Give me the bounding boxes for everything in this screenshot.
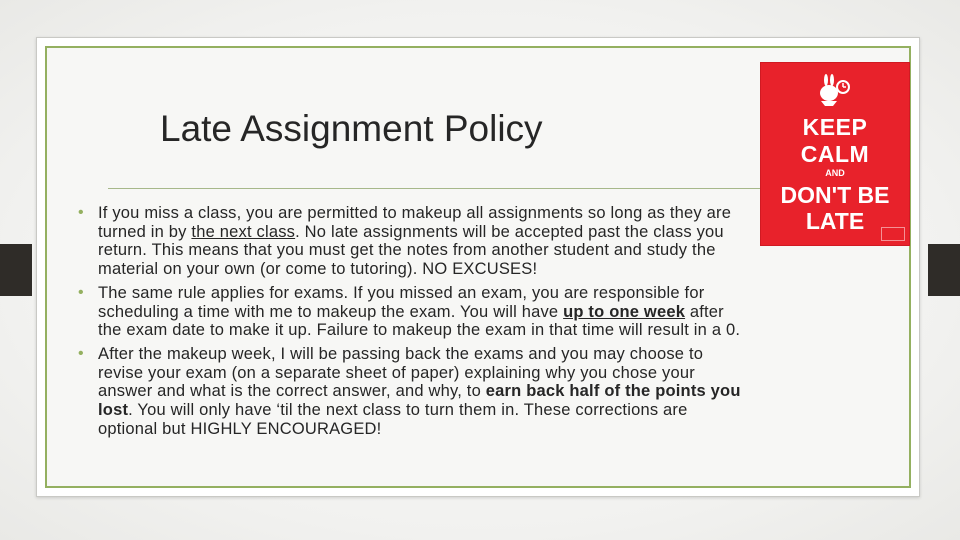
poster-line-keep: KEEP <box>802 114 868 140</box>
poster-line-late: LATE <box>805 208 865 234</box>
left-side-tab <box>0 244 32 296</box>
rabbit-clock-icon <box>807 73 863 107</box>
bullet-2-emphasis: up to one week <box>563 302 686 321</box>
bullet-3-text: After the makeup week, I will be passing back the exams and you may choose to revise your exam (on a separate sheet of paper) explaining why you chose your answer and what is the correct answer, and why, to <box>98 344 704 401</box>
bullet-dot-icon: • <box>78 283 84 301</box>
bullet-3-text-end: . You will only have ‘til the next class to turn them in. These corrections are optional but HIGHLY ENCOURAGED! <box>98 401 688 438</box>
bullet-1-underlined: the next class <box>191 222 296 241</box>
bullet-missed-exam <box>78 284 748 340</box>
slide-title: Late Assignment Policy <box>160 108 543 149</box>
bullet-1-text-end: . No late assignments will be accepted past the class you return. This means that you must get the notes from another student and study the material on your own (or come to tutoring). NO EXCUSES! <box>98 222 724 279</box>
right-side-tab <box>928 244 960 296</box>
bullet-2-text: The same rule applies for exams. If you missed an exam, you are responsible for scheduling a time with me to makeup the exam. You will have <box>98 283 705 321</box>
bullet-2-text-end: after the exam date to make it up. Failure to makeup the exam in that time will result in a 0. <box>98 302 741 340</box>
bullet-exam-corrections <box>78 345 748 439</box>
bullet-missed-class <box>78 204 748 279</box>
bullet-1-text: If you miss a class, you are permitted to makeup all assignments so long as they are turned in by <box>98 204 732 241</box>
title-divider <box>108 188 760 189</box>
poster-line-and: AND <box>825 168 845 178</box>
bullet-3-emphasis: earn back half of the points you lost <box>98 382 741 420</box>
poster-line-calm: CALM <box>800 141 870 167</box>
poster-logo-mark <box>881 227 905 241</box>
bullet-dot-icon: • <box>78 204 84 221</box>
policy-bullet-list <box>78 204 748 443</box>
bullet-dot-icon: • <box>78 344 84 362</box>
keep-calm-poster <box>760 62 910 246</box>
poster-line-dont-be: DON'T BE <box>780 182 890 208</box>
